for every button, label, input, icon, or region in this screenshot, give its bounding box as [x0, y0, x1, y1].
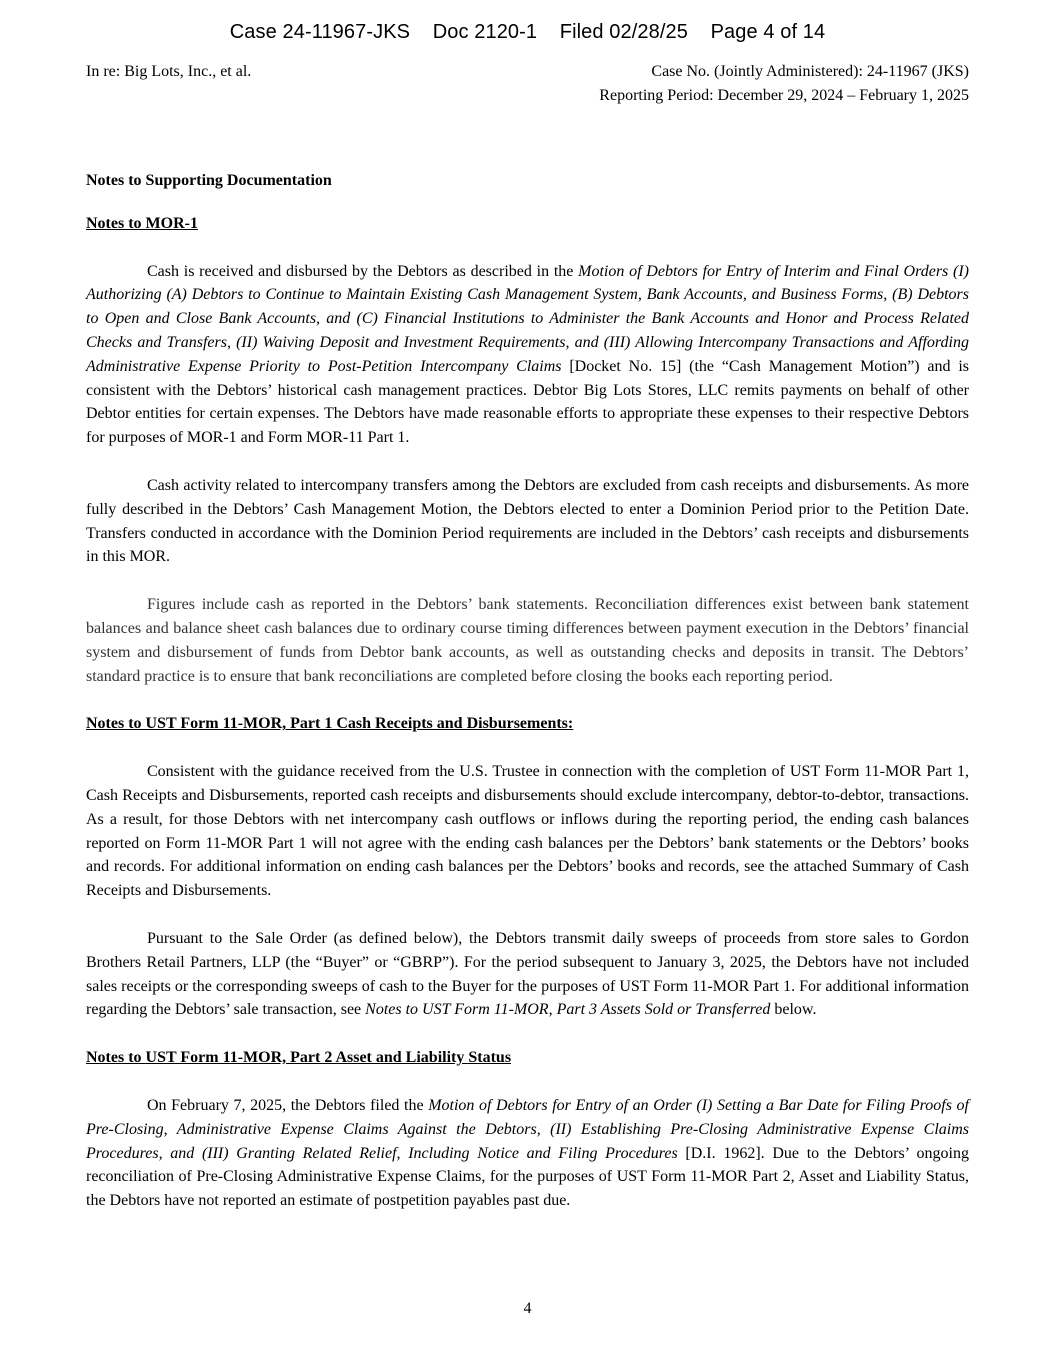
stamp-doc: Doc 2120-1: [432, 21, 538, 43]
header-right-block: [599, 60, 969, 108]
document-title: Notes to Supporting Documentation: [86, 172, 332, 189]
document-body: [86, 169, 969, 1213]
stamp-filed: Filed 02/28/25: [559, 21, 688, 43]
page-number: 4: [523, 1300, 532, 1317]
part2-paragraph-1: On February 7, 2025, the Debtors filed the Motion of Debtors for Entry of an Order (I) Setting a Bar Date for Filing Proofs of Pre-Closing, Administrative Expense Claims Against the Debtors, (II) Establishing Pre-Closing Administrative Expense Claims Procedures, and (III) Granting Related Relief, Including Notice and Filing Procedures [D.I. 1962]. Due to the Debtors’ ongoing reconciliation of Pre-Closing Administrative Expense Claims, for the purposes of UST Form 11-MOR Part 2, Asset and Liability Status, the Debtors have not reported an estimate of postpetition payables past due.: [86, 1096, 969, 1210]
mor1-paragraph-1: Cash is received and disbursed by the Debtors as described in the Motion of Debtors for Entry of Interim and Final Orders (I) Authorizing (A) Debtors to Continue to Maintain Existing Cash Management System, Bank Accounts, and Business Forms, (B) Debtors to Open and Close Bank Accounts, and (C) Financial Institutions to Administer the Bank Accounts and Honor and Process Related Checks and Transfers, (II) Waiving Deposit and Investment Requirements, and (III) Allowing Intercompany Transactions and Affording Administrative Expense Priority to Post-Petition Intercompany Claims [Docket No. 15] (the “Cash Management Motion”) and is consistent with the Debtors’ historical cash management practices. Debtor Big Lots Stores, LLC remits payments on behalf of other Debtor entities for certain expenses. The Debtors have made reasonable efforts to appropriate these expenses to their respective Debtors for purposes of MOR-1 and Form MOR-11 Part 1.: [86, 262, 970, 447]
header-case-number: Case No. (Jointly Administered): 24-11967 (JKS): [651, 63, 969, 80]
motion-title: Motion of Debtors for Entry of Interim and Final Orders (I) Authorizing (A) Debtors to Continue to Maintain Existing Cash Management System, Bank Accounts, and Business Forms, (B) Debtors to Open and Close Bank Accounts, and (C) Financial Institutions to Administer the Bank Accounts and Honor and Process Related Checks and Transfers, (II) Waiving Deposit and Investment Requirements, and (III) Allowing Intercompany Transactions and Affording Administrative Expense Priority to Post-Petition Intercompany Claims: [86, 262, 970, 375]
cross-reference: Notes to UST Form 11-MOR, Part 3 Assets Sold or Transferred: [365, 1001, 771, 1019]
stamp-case: Case 24-11967-JKS: [229, 21, 411, 43]
header-case-caption: In re: Big Lots, Inc., et al.: [86, 63, 252, 80]
bar-date-motion-title: Motion of Debtors for Entry of an Order (I) Setting a Bar Date for Filing Proofs of Pre-Closing, Administrative Expense Claims Against the Debtors, (II) Establishing Pre-Closing Administrative Expense Claims Procedures, and (III) Granting Related Relief, Including Notice and Filing Procedures: [86, 1096, 969, 1162]
section-heading-part2: Notes to UST Form 11-MOR, Part 2 Asset and Liability Status: [86, 1049, 512, 1067]
court-filing-stamp: [0, 18, 1055, 46]
header-reporting-period: Reporting Period: December 29, 2024 – February 1, 2025: [599, 87, 969, 104]
mor1-paragraph-3: Figures include cash as reported in the Debtors’ bank statements. Reconciliation differences exist between bank statement balances and balance sheet cash balances due to ordinary course timing differences between payment execution in the Debtors’ financial system and disbursement of funds from Debtor bank accounts, as well as outstanding checks and deposits in transit. The Debtors’ standard practice is to ensure that bank reconciliations are completed before closing the books each reporting period.: [86, 596, 969, 685]
part1-paragraph-2: Pursuant to the Sale Order (as defined below), the Debtors transmit daily sweeps of proceeds from store sales to Gordon Brothers Retail Partners, LLP (the “Buyer” or “GBRP”). For the period subsequent to January 3, 2025, the Debtors have not included sales receipts or the corresponding sweeps of cash to the Buyer for the purposes of UST Form 11-MOR Part 1. For additional information regarding the Debtors’ sale transaction, see Notes to UST Form 11-MOR, Part 3 Assets Sold or Transferred below.: [86, 929, 969, 1019]
stamp-page: Page 4 of 14: [710, 21, 826, 43]
section-heading-mor1: Notes to MOR-1: [86, 214, 198, 232]
mor1-paragraph-2: Cash activity related to intercompany transfers among the Debtors are excluded from cash receipts and disbursements. As more fully described in the Debtors’ Cash Management Motion, the Debtors elected to enter a Dominion Period prior to the Petition Date. Transfers conducted in accordance with the Dominion Period requirements are included in the Debtors’ cash receipts and disbursements in this MOR.: [86, 476, 969, 566]
section-heading-part1: Notes to UST Form 11-MOR, Part 1 Cash Receipts and Disbursements:: [86, 715, 574, 733]
part1-paragraph-1: Consistent with the guidance received from the U.S. Trustee in connection with the completion of UST Form 11-MOR Part 1, Cash Receipts and Disbursements, reported cash receipts and disbursements should exclude intercompany, debtor-to-debtor, transactions. As a result, for those Debtors with net intercompany cash outflows or inflows during the reporting period, the ending cash balances reported on Form 11-MOR Part 1 will not agree with the ending cash balances per the Debtors’ bank statements or the Debtors’ books and records. For additional information on ending cash balances per the Debtors’ books and records, see the attached Summary of Cash Receipts and Disbursements.: [86, 763, 969, 900]
